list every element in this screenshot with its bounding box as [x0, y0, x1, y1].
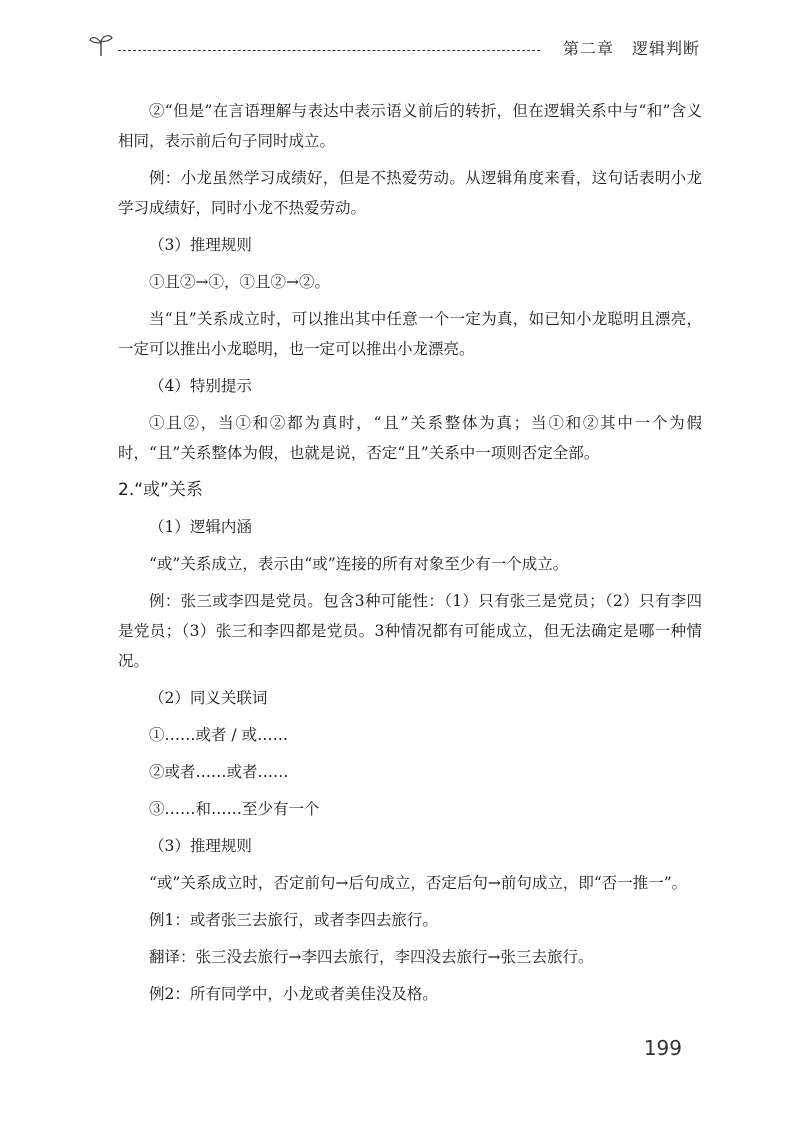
paragraph: 例：张三或李四是党员。包含3种可能性：（1）只有张三是党员；（2）只有李四是党员；（3）张三和李四都是党员。3种情况都有可能成立，但无法确定是哪一种情况。 — [118, 592, 702, 670]
subheading: （3）推理规则 — [149, 837, 252, 855]
paragraph: ①且②，当①和②都为真时，“且”关系整体为真；当①和②其中一个为假时，“且”关系整体为假，也就是说，否定“且”关系中一项则否定全部。 — [118, 414, 702, 462]
paragraph: 当“且”关系成立时，可以推出其中任意一个一定为真，如已知小龙聪明且漂亮，一定可以推出小龙聪明，也一定可以推出小龙漂亮。 — [118, 310, 702, 358]
subheading: （2）同义关联词 — [149, 689, 268, 707]
chapter-heading — [563, 36, 700, 59]
sprout-icon — [88, 32, 114, 58]
paragraph: “或”关系成立，表示由“或”连接的所有对象至少有一个成立。 — [149, 555, 569, 573]
paragraph: 例2：所有同学中，小龙或者美佳没及格。 — [149, 985, 438, 1003]
paragraph: 例1：或者张三去旅行，或者李四去旅行。 — [149, 911, 438, 929]
paragraph: 例：小龙虽然学习成绩好，但是不热爱劳动。从逻辑角度来看，这句话表明小龙学习成绩好，同时小龙不热爱劳动。 — [118, 169, 702, 217]
paragraph: ①且②→①，①且②→②。 — [149, 273, 330, 291]
paragraph: “或”关系成立时，否定前句→后句成立，否定后句→前句成立，即“否一推一”。 — [149, 874, 688, 892]
chapter-number: 第二章 — [562, 39, 614, 58]
paragraph: 翻译：张三没去旅行→李四去旅行，李四没去旅行→张三去旅行。 — [149, 948, 594, 966]
subheading: （3）推理规则 — [149, 236, 252, 254]
list-item: ②或者……或者…… — [149, 763, 289, 781]
subheading: （1）逻辑内涵 — [149, 518, 252, 536]
page-body — [118, 96, 702, 1016]
chapter-title: 逻辑判断 — [631, 39, 700, 58]
list-item: ③……和……至少有一个 — [149, 800, 320, 818]
header-rule — [118, 50, 540, 51]
page-number: 199 — [643, 1036, 682, 1060]
paragraph: ②“但是”在言语理解与表达中表示语义前后的转折，但在逻辑关系中与“和”含义相同，表示前后句子同时成立。 — [118, 102, 702, 150]
subheading: （4）特别提示 — [149, 377, 252, 395]
running-header — [88, 36, 700, 60]
section-heading: 2.“或”关系 — [118, 480, 203, 500]
list-item: ①……或者 / 或…… — [149, 726, 289, 744]
